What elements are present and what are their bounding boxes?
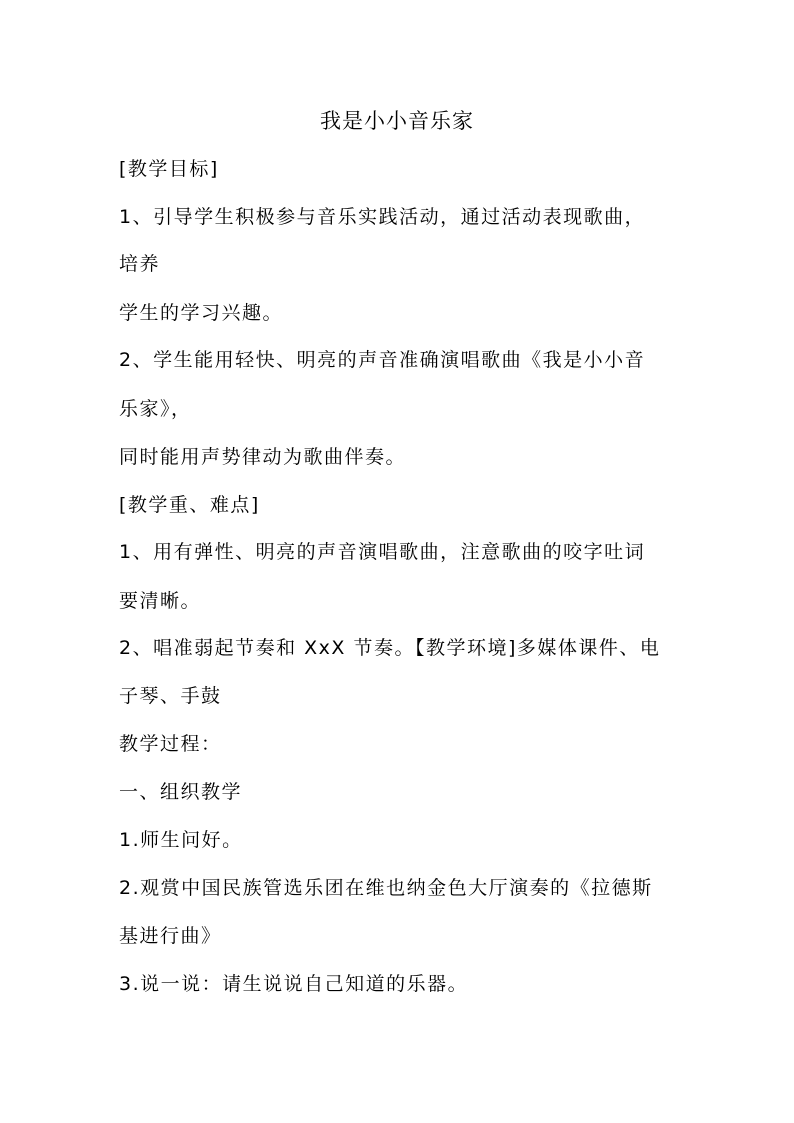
body-line: 乐家》， (119, 398, 192, 420)
body-line: 3.说一说：请生说说自己知道的乐器。 (119, 973, 469, 995)
body-line: 2.观赏中国民族管选乐团在维也纳金色大厅演奏的《拉德斯 (119, 877, 653, 899)
body-line: 1、引导学生积极参与音乐实践活动，通过活动表现歌曲， (119, 206, 646, 228)
body-line: 培养 (119, 253, 161, 275)
section-heading-objectives: [教学目标] (119, 158, 219, 180)
section-heading-key-points: [教学重、难点] (119, 494, 260, 516)
subsection-heading: 一、组织教学 (119, 781, 243, 803)
body-line: 要清晰。 (119, 590, 202, 612)
body-line: 子琴、手鼓 (119, 685, 222, 707)
body-line: 1.师生问好。 (119, 829, 243, 851)
body-line: 基进行曲》 (119, 925, 222, 947)
body-line: 同时能用声势律动为歌曲伴奏。 (119, 446, 407, 468)
body-line: 1、用有弹性、明亮的声音演唱歌曲，注意歌曲的咬字吐词 (119, 541, 646, 563)
body-line: 2、唱准弱起节奏和 XxX 节奏。【教学环境]多媒体课件、电 (119, 637, 661, 659)
body-line: 学生的学习兴趣。 (119, 302, 284, 324)
document-title: 我是小小音乐家 (320, 109, 474, 133)
section-heading-process: 教学过程： (119, 733, 222, 755)
body-line: 2、学生能用轻快、明亮的声音准确演唱歌曲《我是小小音 (119, 349, 646, 371)
